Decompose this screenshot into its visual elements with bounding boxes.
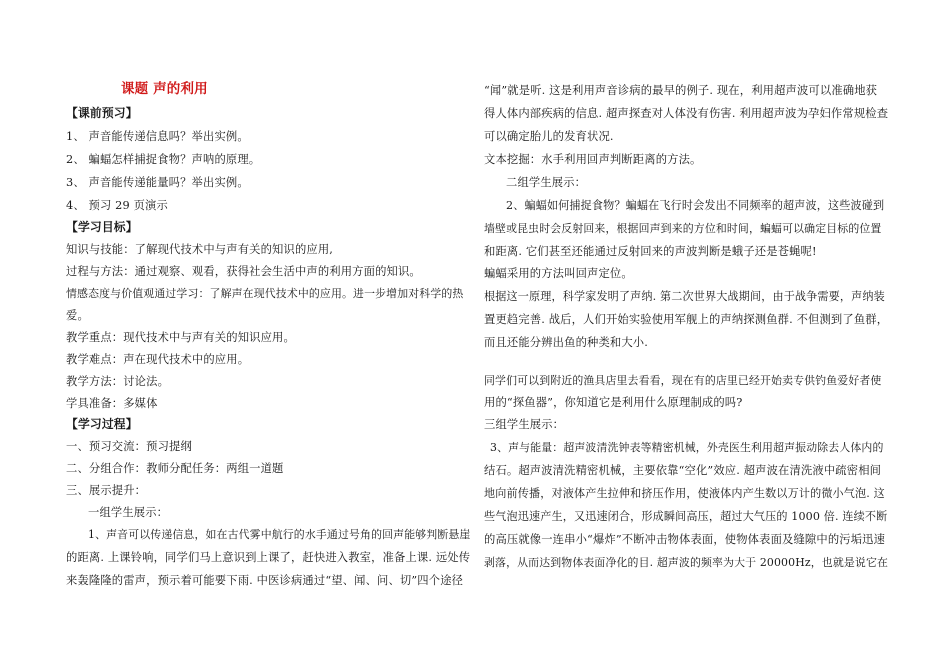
text-line: 结石。超声波清洗精密机械，主要依靠“空化”效应. 超声波在清洗液中疏密相间 <box>484 464 882 477</box>
text-line: 教学方法：讨论法。 <box>66 375 170 388</box>
text-line: 爱。 <box>66 309 89 322</box>
text-line: 三、展示提升： <box>66 484 147 497</box>
text-line: 来轰隆隆的雷声，预示着可能要下雨. 中医诊病通过“望、闻、问、切”四个途径 <box>66 574 464 587</box>
text-line: 些气泡迅速产生，又迅速闭合，形成瞬间高压，超过大气压的 1000 倍. 连续不断 <box>484 510 888 523</box>
text-line: 用的“探鱼器”，你知道它是利用什么原理制成的吗? <box>484 396 743 409</box>
text-line: 2、蝙蝠如何捕捉食物？蝙蝠在飞行时会发出不同频率的超声波，这些波碰到 <box>506 199 885 212</box>
text-line: 2、 蝙蝠怎样捕捉食物？声呐的原理。 <box>66 153 261 166</box>
text-line: 和距离. 它们甚至还能通过反射回来的声波判断是蛾子还是苍蝇呢! <box>484 245 817 258</box>
text-line: 墙壁或昆虫时会反射回来，根据回声到来的方位和时间，蝙蝠可以确定目标的位置 <box>484 222 882 235</box>
text-line: 的高压就像一连串小“爆炸”不断冲击物体表面，使物体表面及缝隙中的污垢迅速 <box>484 533 886 546</box>
text-line: 同学们可以到附近的渔具店里去看看，现在有的店里已经开始卖专供钓鱼爱好者使 <box>484 374 882 387</box>
text-line: 过程与方法：通过观察、观看，获得社会生活中声的利用方面的知识。 <box>66 265 421 278</box>
text-line: 文本挖掘：水手利用回声判断距离的方法。 <box>484 153 702 166</box>
section-heading-preview: 【课前预习】 <box>66 106 138 120</box>
text-line: 3、 声音能传递能量吗？举出实例。 <box>66 176 249 189</box>
text-line: 知识与技能：了解现代技术中与声有关的知识的应用, <box>66 243 334 256</box>
text-line: 4、 预习 29 页演示 <box>66 199 168 212</box>
text-line: 教学难点：声在现代技术中的应用。 <box>66 353 250 366</box>
text-line: 置更趋完善. 战后，人们开始实验使用军舰上的声纳探测鱼群. 不但测到了鱼群， <box>484 313 889 326</box>
text-line: 得人体内部疾病的信息. 超声探查对人体没有伤害. 利用超声波为孕妇作常规检查 <box>484 107 889 120</box>
text-line: 的距离. 上课铃响，同学们马上意识到上课了，赶快进入教室，准备上课. 远处传 <box>66 551 471 564</box>
text-line: 学具准备：多媒体 <box>66 397 158 410</box>
text-line: 教学重点：现代技术中与声有关的知识应用。 <box>66 331 295 344</box>
lesson-title: 课题 声的利用 <box>121 81 208 97</box>
text-line: 根据这一原理，科学家发明了声纳. 第二次世界大战期间，由于战争需要，声纳装 <box>484 290 885 303</box>
text-line: “闻”就是听. 这是利用声音诊病的最早的例子. 现在，利用超声波可以准确地获 <box>484 84 878 97</box>
section-heading-process: 【学习过程】 <box>66 417 138 431</box>
text-line: 情感态度与价值观通过学习：了解声在现代技术中的应用。进一步增加对科学的热 <box>66 287 464 300</box>
text-line: 1、 声音能传递信息吗？举出实例。 <box>66 130 249 143</box>
text-line: 可以确定胎儿的发育状况. <box>484 130 614 143</box>
text-line: 3、声与能量：超声波清洗钟表等精密机械，外壳医生利用超声振动除去人体内的 <box>490 441 884 454</box>
text-line: 蝙蝠采用的方法叫回声定位。 <box>484 267 633 280</box>
text-line: 一、预习交流：预习提纲 <box>66 440 192 453</box>
text-line: 二、分组合作：教师分配任务：两组一道题 <box>66 462 284 475</box>
text-line: 1、声音可以传递信息，如在古代雾中航行的水手通过号角的回声能够判断悬崖 <box>88 528 471 541</box>
text-line: 剥落，从而达到物体表面净化的目. 超声波的频率为大于 20000Hz，也就是说它在 <box>484 556 889 569</box>
text-line: 而且还能分辨出鱼的种类和大小. <box>484 336 648 349</box>
text-line: 地向前传播，对液体产生拉伸和挤压作用，使液体内产生数以万计的微小气泡. 这 <box>484 487 885 500</box>
text-line: 一组学生展示： <box>88 506 169 519</box>
text-line: 三组学生展示： <box>484 418 565 431</box>
section-heading-goals: 【学习目标】 <box>66 220 138 234</box>
text-line: 二组学生展示： <box>506 176 587 189</box>
